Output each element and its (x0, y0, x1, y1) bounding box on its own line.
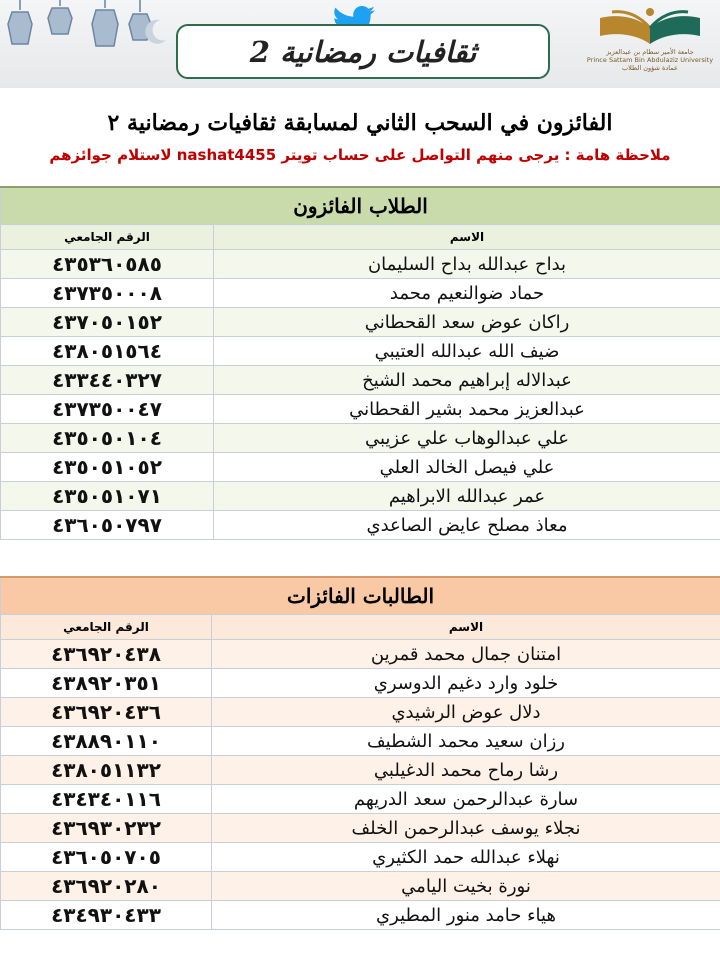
female-winners-table (0, 576, 720, 930)
student-id-cell: ٤٣٧٠٥٠١٥٢ (1, 308, 214, 337)
book-logo-icon (586, 4, 714, 48)
ramadan-lanterns-icon (0, 0, 170, 60)
student-id-cell: ٤٣٧٣٥٠٠٠٨ (1, 279, 214, 308)
student-id-cell: ٤٣٥٣٦٠٥٨٥ (1, 250, 214, 279)
table-row (1, 843, 720, 872)
student-name-cell: سارة عبدالرحمن سعد الدريهم (212, 785, 720, 814)
table-row (1, 395, 720, 424)
student-id-cell: ٤٣٦٠٥٠٧٩٧ (1, 511, 214, 540)
student-name-cell: نجلاء يوسف عبدالرحمن الخلف (212, 814, 720, 843)
table-row (1, 482, 720, 511)
important-note: ملاحظة هامة : يرجى منهم التواصل على حساب تويتر nashat4455 لاستلام جوائزهم (49, 146, 671, 164)
student-name-cell: معاذ مصلح عايض الصاعدي (214, 511, 720, 540)
page-title: ثقافيات رمضانية 2 (249, 34, 477, 69)
table-row (1, 901, 720, 930)
student-name-cell: خلود وارد دغيم الدوسري (212, 669, 720, 698)
column-header-id: الرقم الجامعي (1, 225, 214, 250)
female-table-title: الطالبات الفائزات (1, 577, 720, 615)
student-id-cell: ٤٣٦٩٢٠٢٨٠ (1, 872, 212, 901)
student-name-cell: علي عبدالوهاب علي عزيبي (214, 424, 720, 453)
student-name-cell: رشا رماح محمد الدغيلبي (212, 756, 720, 785)
student-id-cell: ٤٣٥٠٥١٠٧١ (1, 482, 214, 511)
student-id-cell: ٤٣٨٠٥١٥٦٤ (1, 337, 214, 366)
title-box (176, 24, 550, 79)
university-name-en: Prince Sattam Bin Abdulaziz University (586, 56, 714, 64)
student-id-cell: ٤٣٦٩٢٠٤٣٨ (1, 640, 212, 669)
student-name-cell: رزان سعيد محمد الشطيف (212, 727, 720, 756)
table-row (1, 698, 720, 727)
male-table-title: الطلاب الفائزون (1, 187, 720, 225)
table-row (1, 453, 720, 482)
student-name-cell: امتنان جمال محمد قمرين (212, 640, 720, 669)
table-row (1, 366, 720, 395)
student-id-cell: ٤٣٥٠٥٠١٠٤ (1, 424, 214, 453)
column-header-name: الاسم (214, 225, 720, 250)
student-id-cell: ٤٣٨٩٢٠٣٥١ (1, 669, 212, 698)
student-name-cell: عبدالعزيز محمد بشير القحطاني (214, 395, 720, 424)
male-winners-table (0, 186, 720, 540)
student-name-cell: نهلاء عبدالله حمد الكثيري (212, 843, 720, 872)
student-id-cell: ٤٣٤٣٤٠١١٦ (1, 785, 212, 814)
university-name-ar: جامعة الأمير سطام بن عبدالعزيز (606, 48, 694, 56)
student-id-cell: ٤٣٥٠٥١٠٥٢ (1, 453, 214, 482)
student-id-cell: ٤٣٦٩٢٠٤٣٦ (1, 698, 212, 727)
student-id-cell: ٤٣٤٩٣٠٤٣٣ (1, 901, 212, 930)
main-heading: الفائزون في السحب الثاني لمسابقة ثقافيات رمضانية ٢ (107, 110, 613, 136)
university-logo (586, 4, 714, 86)
column-header-name: الاسم (212, 615, 720, 640)
table-row (1, 279, 720, 308)
table-row (1, 250, 720, 279)
table-row (1, 424, 720, 453)
header-band (0, 0, 720, 88)
student-id-cell: ٤٣٦٠٥٠٧٠٥ (1, 843, 212, 872)
student-id-cell: ٤٣٧٣٥٠٠٤٧ (1, 395, 214, 424)
student-id-cell: ٤٣٣٤٤٠٣٢٧ (1, 366, 214, 395)
student-name-cell: راكان عوض سعد القحطاني (214, 308, 720, 337)
student-name-cell: حماد ضوالنعيم محمد (214, 279, 720, 308)
table-row (1, 727, 720, 756)
table-row (1, 640, 720, 669)
table-row (1, 511, 720, 540)
university-dept: عمادة شؤون الطلاب (622, 64, 678, 72)
student-name-cell: بداح عبدالله بداح السليمان (214, 250, 720, 279)
student-name-cell: ضيف الله عبدالله العتيبي (214, 337, 720, 366)
student-name-cell: هياء حامد منور المطيري (212, 901, 720, 930)
table-row (1, 872, 720, 901)
student-id-cell: ٤٣٨٨٩٠١١٠ (1, 727, 212, 756)
column-header-id: الرقم الجامعي (1, 615, 212, 640)
table-row (1, 756, 720, 785)
table-row (1, 669, 720, 698)
student-name-cell: دلال عوض الرشيدي (212, 698, 720, 727)
table-row (1, 814, 720, 843)
student-id-cell: ٤٣٦٩٣٠٢٣٢ (1, 814, 212, 843)
table-row (1, 785, 720, 814)
table-row (1, 337, 720, 366)
student-name-cell: عمر عبدالله الابراهيم (214, 482, 720, 511)
student-name-cell: نورة بخيت اليامي (212, 872, 720, 901)
table-row (1, 308, 720, 337)
student-id-cell: ٤٣٨٠٥١١٣٢ (1, 756, 212, 785)
student-name-cell: علي فيصل الخالد العلي (214, 453, 720, 482)
student-name-cell: عبدالاله إبراهيم محمد الشيخ (214, 366, 720, 395)
